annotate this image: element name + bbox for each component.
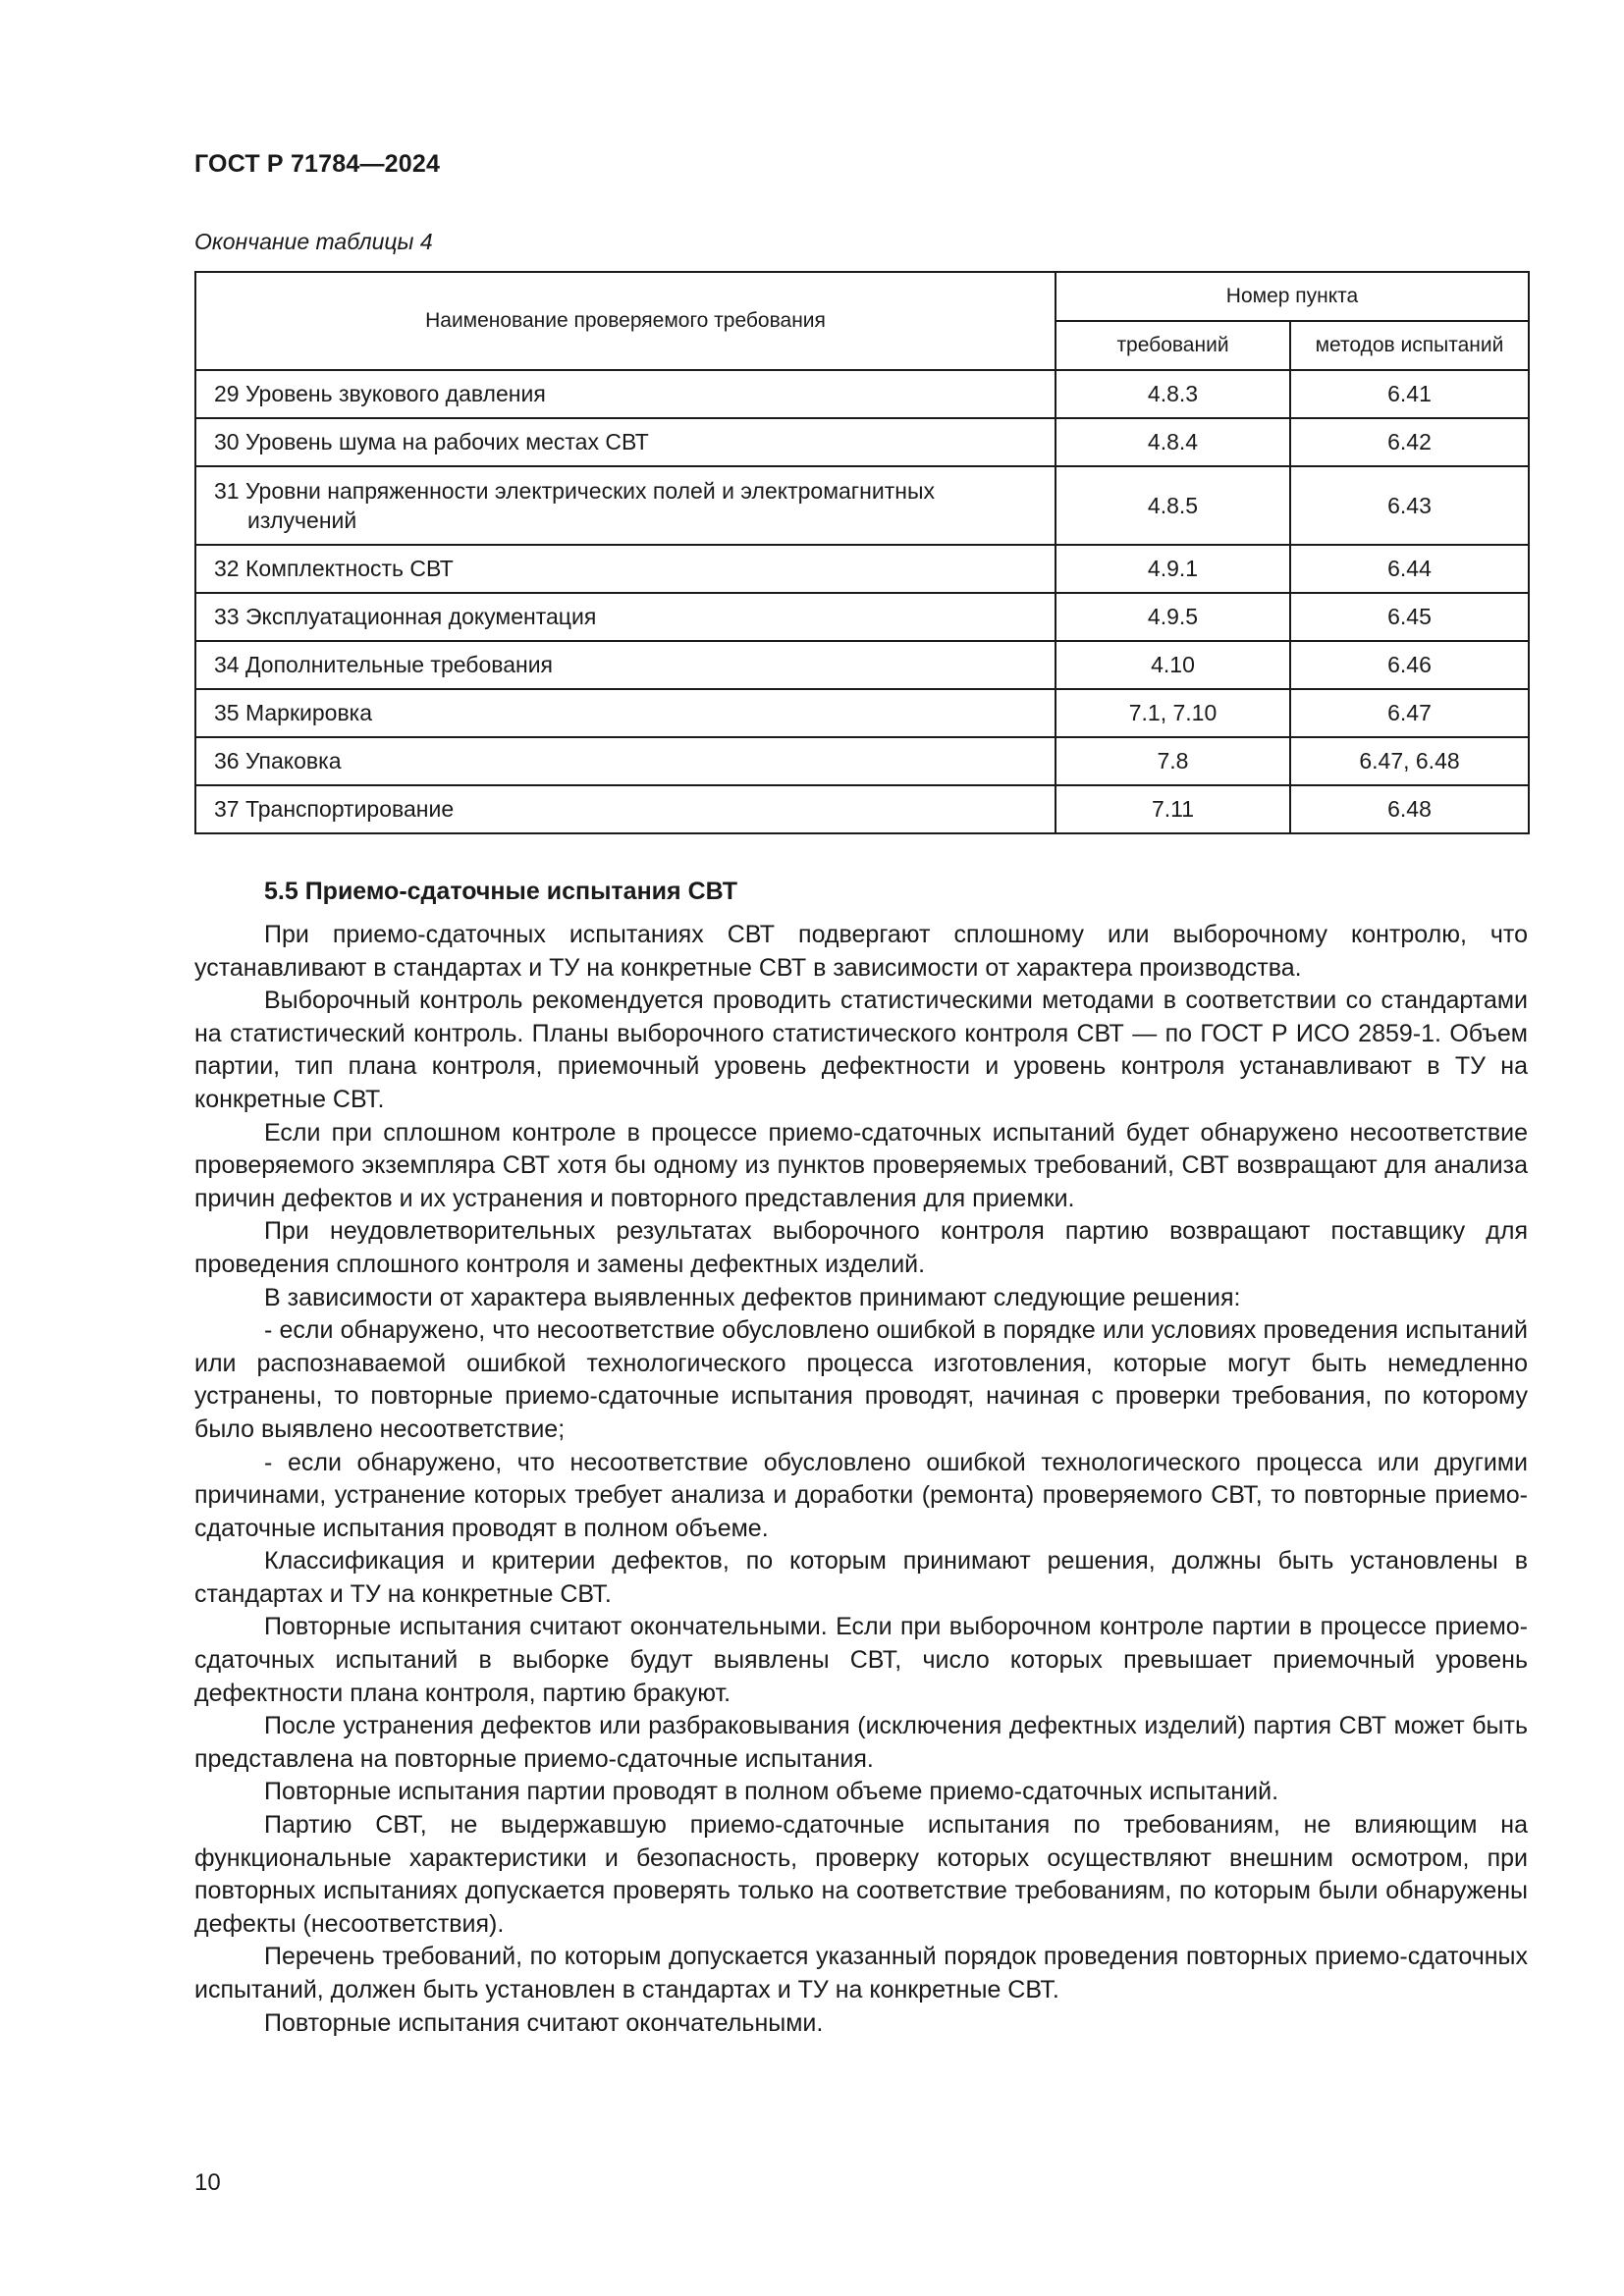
row-method-clause: 6.42	[1290, 418, 1529, 466]
paragraph: В зависимости от характера выявленных дефектов принимают следующие решения:	[264, 1283, 1241, 1311]
row-name: 36 Упаковка	[195, 737, 1056, 785]
row-name-line-1: 31 Уровни напряженности электрических полей и электромагнитных	[214, 478, 936, 504]
table-row	[195, 370, 1529, 418]
row-requirement-clause: 4.8.4	[1056, 418, 1290, 466]
list-item: - если обнаружено, что несоответствие обусловлено ошибкой в порядке или условиях проведения испытаний или распознаваемой ошибкой технологического процесса изготовления, которые могут быть немедленно устранены, то повторные приемо-сдаточные испытания проводят, начиная с проверки требования, по которому было выявлено несоответствие;	[194, 1316, 1528, 1443]
paragraph: Классификация и критерии дефектов, по которым принимают решения, должны быть установлены в стандартах и ТУ на конкретные СВТ.	[194, 1547, 1528, 1608]
paragraph: При приемо-сдаточных испытаниях СВТ подвергают сплошному или выборочному контролю, что устанавливают в стандартах и ТУ на конкретные СВТ в зависимости от характера производства.	[194, 921, 1528, 982]
paragraph: Повторные испытания партии проводят в полном объеме приемо-сдаточных испытаний.	[264, 1778, 1279, 1806]
table-row	[195, 641, 1529, 689]
header-requirement-name: Наименование проверяемого требования	[195, 272, 1056, 370]
paragraph: Партию СВТ, не выдержавшую приемо-сдаточные испытания по требованиям, не влияющим на функциональные характеристики и безопасность, проверку которых осуществляют внешним осмотром, при повторных испытаниях допускается проверять только на соответствие требованиям, по которым были обнаружены дефекты (несоответствия).	[194, 1811, 1528, 1938]
row-requirement-clause: 4.8.5	[1056, 466, 1290, 545]
paragraph: Повторные испытания считают окончательными.	[264, 2008, 824, 2037]
section-title: 5.5 Приемо-сдаточные испытания СВТ	[264, 878, 737, 905]
row-name	[195, 466, 1056, 545]
header-clause-number: Номер пункта	[1056, 272, 1529, 321]
row-requirement-clause: 7.11	[1056, 785, 1290, 833]
table-row	[195, 737, 1529, 785]
table-row	[195, 785, 1529, 833]
row-requirement-clause: 7.8	[1056, 737, 1290, 785]
row-method-clause: 6.43	[1290, 466, 1529, 545]
paragraph: Выборочный контроль рекомендуется проводить статистическими методами в соответствии со стандартами на статистический контроль. Планы выборочного статистического контроля СВТ — по ГОСТ Р ИСО 2859-1. Объем партии, тип плана контроля, приемочный уровень дефектности и уровень контроля устанавливают в ТУ на конкретные СВТ.	[194, 987, 1528, 1113]
row-method-clause: 6.44	[1290, 545, 1529, 593]
row-requirement-clause: 7.1, 7.10	[1056, 689, 1290, 737]
row-name: 32 Комплектность СВТ	[195, 545, 1056, 593]
list-item: - если обнаружено, что несоответствие обусловлено ошибкой технологического процесса или другими причинами, устранение которых требует анализа и доработки (ремонта) проверяемого СВТ, то повторные приемо-сдаточные испытания проводят в полном объеме.	[194, 1448, 1528, 1542]
row-requirement-clause: 4.9.5	[1056, 593, 1290, 641]
row-requirement-clause: 4.10	[1056, 641, 1290, 689]
row-name: 34 Дополнительные требования	[195, 641, 1056, 689]
row-requirement-clause: 4.8.3	[1056, 370, 1290, 418]
table-row	[195, 545, 1529, 593]
document-header: ГОСТ Р 71784—2024	[194, 150, 441, 178]
paragraph: Перечень требований, по которым допускается указанный порядок проведения повторных приемо-сдаточных испытаний, должен быть установлен в стандартах и ТУ на конкретные СВТ.	[194, 1943, 1528, 2003]
row-method-clause: 6.47	[1290, 689, 1529, 737]
row-name: 30 Уровень шума на рабочих местах СВТ	[195, 418, 1056, 466]
table-row	[195, 593, 1529, 641]
table-caption: Окончание таблицы 4	[194, 229, 433, 254]
row-method-clause: 6.47, 6.48	[1290, 737, 1529, 785]
row-name: 37 Транспортирование	[195, 785, 1056, 833]
row-method-clause: 6.45	[1290, 593, 1529, 641]
paragraph: Повторные испытания считают окончательными. Если при выборочном контроле партии в процессе приемо-сдаточных испытаний в выборке будут выявлены СВТ, число которых превышает приемочный уровень дефектности плана контроля, партию бракуют.	[194, 1613, 1528, 1707]
row-name: 33 Эксплуатационная документация	[195, 593, 1056, 641]
paragraph: Если при сплошном контроле в процессе приемо-сдаточных испытаний будет обнаружено несоответствие проверяемого экземпляра СВТ хотя бы одному из пунктов проверяемых требований, СВТ возвращают для анализа причин дефектов и их устранения и повторного представления для приемки.	[194, 1118, 1528, 1212]
table-row	[195, 418, 1529, 466]
row-name: 29 Уровень звукового давления	[195, 370, 1056, 418]
row-name-line-2: излучений	[247, 507, 357, 533]
requirements-table	[194, 271, 1530, 834]
page-number: 10	[194, 2169, 221, 2196]
row-method-clause: 6.48	[1290, 785, 1529, 833]
table-row	[195, 466, 1529, 545]
row-method-clause: 6.46	[1290, 641, 1529, 689]
row-name: 35 Маркировка	[195, 689, 1056, 737]
header-requirements-col: требований	[1056, 321, 1290, 370]
table-row	[195, 689, 1529, 737]
header-test-methods-col: методов испытаний	[1290, 321, 1529, 370]
row-method-clause: 6.41	[1290, 370, 1529, 418]
paragraph: При неудовлетворительных результатах выборочного контроля партию возвращают поставщику для проведения сплошного контроля и замены дефектных изделий.	[194, 1217, 1528, 1278]
paragraph: После устранения дефектов или разбраковывания (исключения дефектных изделий) партия СВТ может быть представлена на повторные приемо-сдаточные испытания.	[194, 1712, 1528, 1773]
row-requirement-clause: 4.9.1	[1056, 545, 1290, 593]
section-body	[194, 919, 1528, 2040]
